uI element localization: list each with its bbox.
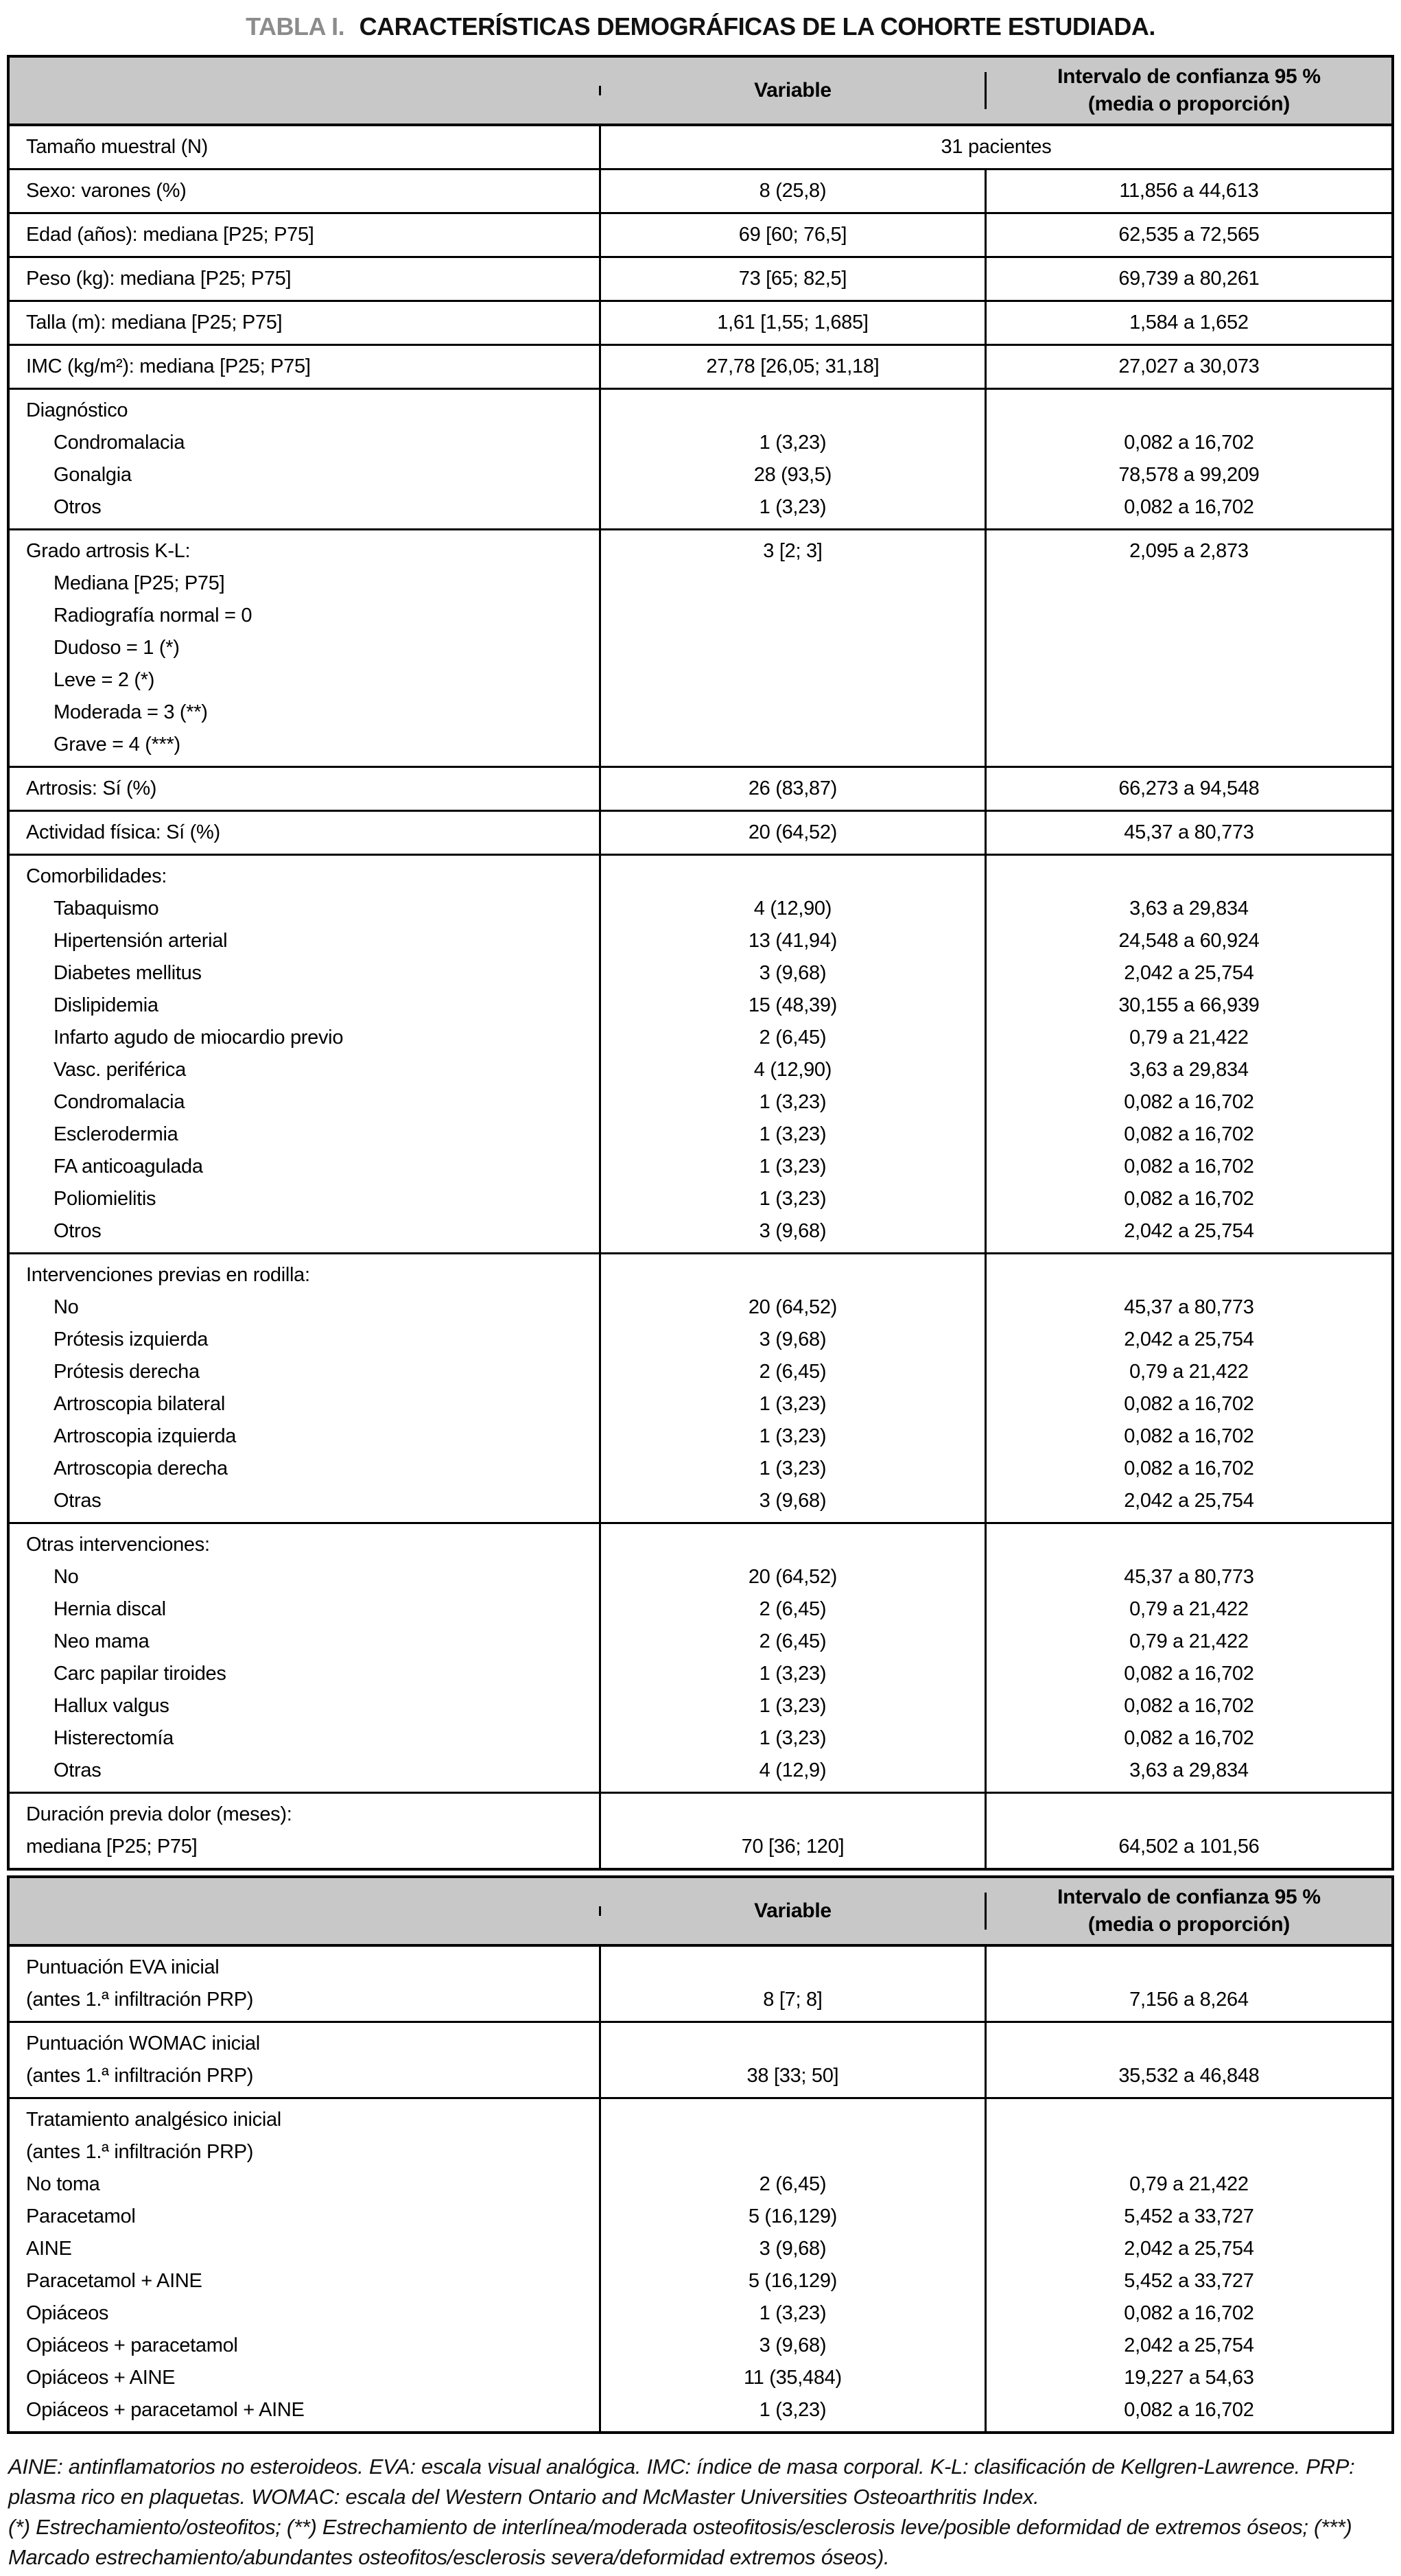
ci-value: 69,739 a 80,261 [1118, 268, 1260, 290]
variable-value: 1 (3,23) [759, 432, 827, 454]
row-label-cell [10, 258, 601, 300]
footnotes [8, 2452, 1393, 2573]
row-label-cell [10, 390, 601, 528]
row-ci-cell [987, 1524, 1391, 1792]
variable-value: 28 (93,5) [753, 464, 832, 486]
variable-value: 3 (9,68) [759, 1490, 827, 1512]
ci-value: 0,79 a 21,422 [1129, 1598, 1249, 1620]
ci-value: 78,578 a 99,209 [1118, 464, 1260, 486]
label-line: Carc papilar tiroides [54, 1663, 226, 1685]
label-line: Dudoso = 1 (*) [54, 637, 180, 659]
table-row [10, 256, 1391, 300]
label-line: Paracetamol [26, 2205, 136, 2227]
label-line: Puntuación WOMAC inicial [26, 2033, 260, 2054]
table-row [10, 168, 1391, 212]
label-line: Mediana [P25; P75] [54, 572, 225, 594]
label-line: AINE [26, 2238, 72, 2260]
table-part-2 [7, 1875, 1394, 2434]
ci-value [987, 395, 1391, 427]
header-variable-cell [601, 72, 987, 109]
row-variable-cell [601, 390, 987, 528]
label-line: Artroscopia derecha [54, 1457, 228, 1479]
variable-value: 4 (12,90) [753, 898, 832, 920]
row-label-cell [10, 346, 601, 388]
label-line: Comorbilidades: [26, 865, 167, 887]
label-line: (antes 1.ª infiltración PRP) [26, 2141, 254, 2163]
page [0, 12, 1401, 2573]
variable-value: 15 (48,39) [748, 994, 838, 1016]
ci-value: 0,082 a 16,702 [1124, 1663, 1254, 1685]
label-line: (antes 1.ª infiltración PRP) [26, 2065, 254, 2087]
variable-value: 1 (3,23) [759, 1695, 827, 1717]
variable-value: 38 [33; 50] [746, 2065, 839, 2087]
header-ci-cell [987, 1879, 1391, 1943]
header-ci-line1: Intervalo de confianza 95 % [1057, 65, 1321, 88]
header-empty-cell [10, 86, 601, 95]
row-label-cell [10, 1947, 601, 2021]
row-label-cell [10, 1254, 601, 1522]
variable-value: 1 (3,23) [759, 1156, 827, 1178]
label-line: Opiáceos + AINE [26, 2367, 176, 2389]
variable-value [601, 860, 985, 893]
variable-value: 70 [36; 120] [741, 1836, 845, 1858]
row-variable-cell [601, 1524, 987, 1792]
variable-value: 3 (9,68) [759, 1220, 827, 1242]
variable-value: 1 (3,23) [759, 1091, 827, 1113]
table-row [10, 212, 1391, 256]
ci-value: 5,452 a 33,727 [1124, 2270, 1254, 2292]
row-variable-cell [601, 2023, 987, 2097]
row-variable-cell [601, 1947, 987, 2021]
table-title-label: TABLA I. [246, 12, 345, 40]
variable-value: 5 (16,129) [748, 2205, 838, 2227]
ci-value: 3,63 a 29,834 [1129, 898, 1249, 920]
variable-value: 2 (6,45) [759, 1630, 827, 1652]
label-line: No toma [26, 2173, 100, 2195]
label-line: Dislipidemia [54, 994, 158, 1016]
table-part-1 [7, 55, 1394, 1871]
ci-value: 0,082 a 16,702 [1124, 432, 1254, 454]
table-title [7, 12, 1394, 41]
variable-value: 1 (3,23) [759, 1123, 827, 1145]
ci-value: 0,082 a 16,702 [1124, 1727, 1254, 1749]
ci-value: 45,37 a 80,773 [1124, 1296, 1254, 1318]
variable-value: 4 (12,90) [753, 1059, 832, 1081]
variable-value: 8 (25,8) [759, 180, 827, 202]
label-line: Poliomielitis [54, 1188, 156, 1210]
label-line: Peso (kg): mediana [P25; P75] [26, 268, 292, 290]
variable-value: 2 (6,45) [759, 2173, 827, 2195]
variable-value [601, 2028, 985, 2060]
variable-value: 3 (9,68) [759, 1328, 827, 1350]
label-line: Tamaño muestral (N) [26, 136, 209, 158]
variable-value: 2 (6,45) [759, 1027, 827, 1049]
ci-value [987, 729, 1391, 761]
row-ci-cell [987, 2023, 1391, 2097]
label-line: Condromalacia [54, 1091, 185, 1113]
label-line: Hallux valgus [54, 1695, 169, 1717]
variable-value [601, 1259, 985, 1291]
variable-value: 1 (3,23) [759, 496, 827, 518]
label-line: Otros [54, 1220, 102, 1242]
row-variable-cell [601, 1254, 987, 1522]
ci-value: 3,63 a 29,834 [1129, 1059, 1249, 1081]
variable-value: 13 (41,94) [748, 930, 838, 952]
row-variable-cell [601, 214, 987, 256]
header-empty-cell [10, 1906, 601, 1916]
footnote-grades: (*) Estrechamiento/osteofitos; (**) Estrechamiento de interlínea/moderada osteofitosis/esclerosis leve/posible deformidad de extremos óseos; (***) Marcado estrechamiento/abundantes osteofitos/esclerosis severa/deformidad extremos óseos). [8, 2515, 1352, 2569]
ci-value: 7,156 a 8,264 [1129, 1989, 1249, 2011]
label-line: Artroscopia bilateral [54, 1393, 225, 1415]
variable-value: 3 (9,68) [759, 2334, 827, 2356]
ci-value [987, 632, 1391, 664]
row-label-cell [10, 214, 601, 256]
row-label-cell [10, 812, 601, 854]
table-body [10, 126, 1391, 1868]
ci-value: 0,79 a 21,422 [1129, 2173, 1249, 2195]
variable-value [601, 2136, 985, 2168]
variable-value: 5 (16,129) [748, 2270, 838, 2292]
header-ci-line2: (media o proporción) [1087, 93, 1290, 115]
ci-value: 0,082 a 16,702 [1124, 496, 1254, 518]
row-variable-cell [601, 812, 987, 854]
header-variable-cell [601, 1893, 987, 1930]
ci-value: 30,155 a 66,939 [1118, 994, 1260, 1016]
table-row [10, 2097, 1391, 2431]
row-ci-cell [987, 258, 1391, 300]
ci-value: 2,042 a 25,754 [1124, 1220, 1254, 1242]
ci-value: 0,082 a 16,702 [1124, 1188, 1254, 1210]
label-line: Gonalgia [54, 464, 132, 486]
row-label-cell [10, 302, 601, 344]
footnote-abbreviations: AINE: antinflamatorios no esteroideos. EVA: escala visual analógica. IMC: índice de masa corporal. K-L: clasificación de Kellgren-Lawrence. PRP: plasma rico en plaquetas. WOMAC: escala del Western Ontario and McMaster Universities Osteoarthritis Index. [8, 2455, 1355, 2509]
table-row [10, 1947, 1391, 2021]
row-label-cell [10, 1794, 601, 1868]
row-ci-cell [987, 856, 1391, 1252]
ci-value [987, 1259, 1391, 1291]
row-label-cell [10, 768, 601, 810]
ci-value [987, 664, 1391, 696]
row-ci-cell [987, 390, 1391, 528]
variable-value: 3 [2; 3] [763, 540, 823, 562]
variable-value: 1 (3,23) [759, 1188, 827, 1210]
row-ci-cell [987, 214, 1391, 256]
table-row [10, 300, 1391, 344]
row-ci-cell [987, 1254, 1391, 1522]
variable-value [601, 1799, 985, 1831]
row-ci-cell [987, 2099, 1391, 2431]
variable-value [601, 395, 985, 427]
variable-value: 73 [65; 82,5] [738, 268, 847, 290]
variable-value [601, 1952, 985, 1984]
variable-value [601, 600, 985, 632]
table-row [10, 766, 1391, 810]
variable-value: 69 [60; 76,5] [738, 224, 847, 246]
label-line: Paracetamol + AINE [26, 2270, 202, 2292]
row-ci-cell [987, 812, 1391, 854]
header-row [10, 58, 1391, 126]
header-variable-label: Variable [754, 1899, 832, 1922]
ci-value: 66,273 a 94,548 [1118, 777, 1260, 799]
label-line: Hipertensión arterial [54, 930, 228, 952]
ci-value [987, 860, 1391, 893]
ci-value: 2,042 a 25,754 [1124, 2334, 1254, 2356]
header-variable-label: Variable [754, 79, 832, 102]
variable-value: 11 (35,484) [743, 2367, 842, 2389]
table-title-text: CARACTERÍSTICAS DEMOGRÁFICAS DE LA COHORTE ESTUDIADA. [359, 12, 1155, 40]
ci-value: 64,502 a 101,56 [1118, 1836, 1260, 1858]
label-line: Hernia discal [54, 1598, 166, 1620]
label-line: Duración previa dolor (meses): [26, 1803, 292, 1825]
ci-value: 0,082 a 16,702 [1124, 2399, 1254, 2421]
variable-value [601, 567, 985, 600]
ci-value: 45,37 a 80,773 [1124, 821, 1254, 843]
header-ci-line1: Intervalo de confianza 95 % [1057, 1886, 1321, 1908]
ci-value: 3,63 a 29,834 [1129, 1759, 1249, 1781]
row-label-cell [10, 1524, 601, 1792]
ci-value: 0,082 a 16,702 [1124, 1425, 1254, 1447]
row-variable-cell [601, 1794, 987, 1868]
ci-value: 2,042 a 25,754 [1124, 1490, 1254, 1512]
header-ci-line2: (media o proporción) [1087, 1913, 1290, 1936]
row-variable-cell [601, 530, 987, 766]
row-ci-cell [987, 1947, 1391, 2021]
row-ci-cell [987, 530, 1391, 766]
variable-value: 26 (83,87) [748, 777, 838, 799]
variable-value: 20 (64,52) [748, 1296, 838, 1318]
variable-value: 8 [7; 8] [763, 1989, 823, 2011]
ci-value: 0,082 a 16,702 [1124, 1156, 1254, 1178]
label-line: Otras [54, 1490, 102, 1512]
row-ci-cell [987, 170, 1391, 212]
label-line: Esclerodermia [54, 1123, 178, 1145]
label-line: Grado artrosis K-L: [26, 540, 191, 562]
row-label-cell [10, 856, 601, 1252]
ci-value [987, 1952, 1391, 1984]
row-variable-cell [601, 170, 987, 212]
variable-value: 1 (3,23) [759, 2302, 827, 2324]
ci-value: 19,227 a 54,63 [1124, 2367, 1254, 2389]
variable-value: 1 (3,23) [759, 1393, 827, 1415]
table-row [10, 810, 1391, 854]
variable-value: 3 (9,68) [759, 2238, 827, 2260]
ci-value: 45,37 a 80,773 [1124, 1566, 1254, 1588]
ci-value [987, 1529, 1391, 1561]
ci-value: 0,082 a 16,702 [1124, 1091, 1254, 1113]
ci-value [987, 567, 1391, 600]
row-variable-cell [601, 258, 987, 300]
row-variable-cell [601, 768, 987, 810]
label-line: Vasc. periférica [54, 1059, 186, 1081]
ci-value [987, 2104, 1391, 2136]
table-row [10, 1522, 1391, 1792]
variable-value: 3 (9,68) [759, 962, 827, 984]
label-line: Intervenciones previas en rodilla: [26, 1264, 310, 1286]
ci-value: 62,535 a 72,565 [1118, 224, 1260, 246]
label-line: Grave = 4 (***) [54, 734, 180, 756]
ci-value: 0,79 a 21,422 [1129, 1027, 1249, 1049]
row-variable-cell [601, 346, 987, 388]
label-line: Puntuación EVA inicial [26, 1956, 220, 1978]
label-line: Infarto agudo de miocardio previo [54, 1027, 344, 1049]
variable-value: 2 (6,45) [759, 1361, 827, 1383]
label-line: No [54, 1296, 79, 1318]
label-line: Opiáceos + paracetamol + AINE [26, 2399, 305, 2421]
row-ci-cell [987, 768, 1391, 810]
ci-value [987, 1799, 1391, 1831]
ci-value: 2,042 a 25,754 [1124, 962, 1254, 984]
ci-value [987, 2136, 1391, 2168]
row-label-cell [10, 170, 601, 212]
variable-value: 20 (64,52) [748, 821, 838, 843]
ci-value [987, 2028, 1391, 2060]
ci-value: 2,095 a 2,873 [1129, 540, 1249, 562]
span-value: 31 pacientes [941, 136, 1052, 158]
table-row [10, 854, 1391, 1252]
label-line: Leve = 2 (*) [54, 669, 155, 691]
label-line: Tabaquismo [54, 898, 159, 920]
label-line: Otras [54, 1759, 102, 1781]
variable-value: 27,78 [26,05; 31,18] [706, 355, 880, 377]
ci-value: 0,79 a 21,422 [1129, 1361, 1249, 1383]
label-line: Otras intervenciones: [26, 1534, 210, 1556]
label-line: Talla (m): mediana [P25; P75] [26, 312, 283, 333]
ci-value: 0,082 a 16,702 [1124, 1457, 1254, 1479]
ci-value: 1,584 a 1,652 [1129, 312, 1249, 333]
label-line: (antes 1.ª infiltración PRP) [26, 1989, 254, 2011]
ci-value: 0,79 a 21,422 [1129, 1630, 1249, 1652]
label-line: Moderada = 3 (**) [54, 701, 208, 723]
label-line: Diagnóstico [26, 399, 128, 421]
label-line: Radiografía normal = 0 [54, 605, 252, 627]
label-line: Actividad física: Sí (%) [26, 821, 220, 843]
ci-value: 0,082 a 16,702 [1124, 1123, 1254, 1145]
label-line: Sexo: varones (%) [26, 180, 187, 202]
row-ci-cell [987, 346, 1391, 388]
label-line: Diabetes mellitus [54, 962, 202, 984]
variable-value [601, 1529, 985, 1561]
variable-value [601, 2104, 985, 2136]
variable-value [601, 664, 985, 696]
label-line: Histerectomía [54, 1727, 174, 1749]
ci-value [987, 600, 1391, 632]
ci-value: 11,856 a 44,613 [1119, 180, 1259, 202]
variable-value [601, 696, 985, 729]
label-line: Otros [54, 496, 102, 518]
ci-value: 0,082 a 16,702 [1124, 2302, 1254, 2324]
ci-value: 0,082 a 16,702 [1124, 1695, 1254, 1717]
label-line: IMC (kg/m²): mediana [P25; P75] [26, 355, 311, 377]
ci-value: 27,027 a 30,073 [1118, 355, 1260, 377]
table-row [10, 126, 1391, 168]
variable-value: 4 (12,9) [759, 1759, 827, 1781]
label-line: Prótesis derecha [54, 1361, 200, 1383]
header-ci-cell [987, 58, 1391, 123]
row-variable-cell [601, 2099, 987, 2431]
label-line: Artroscopia izquierda [54, 1425, 237, 1447]
variable-value: 1,61 [1,55; 1,685] [717, 312, 869, 333]
ci-value: 5,452 a 33,727 [1124, 2205, 1254, 2227]
header-row [10, 1878, 1391, 1947]
table-row [10, 1252, 1391, 1522]
label-line: Condromalacia [54, 432, 185, 454]
label-line: Tratamiento analgésico inicial [26, 2109, 281, 2131]
label-line: Opiáceos [26, 2302, 109, 2324]
row-ci-cell [987, 302, 1391, 344]
variable-value: 1 (3,23) [759, 1663, 827, 1685]
table-row [10, 528, 1391, 766]
variable-value [601, 729, 985, 761]
variable-value: 2 (6,45) [759, 1598, 827, 1620]
row-label-cell [10, 530, 601, 766]
label-line: Neo mama [54, 1630, 150, 1652]
row-variable-cell [601, 302, 987, 344]
label-line: FA anticoagulada [54, 1156, 203, 1178]
variable-value: 1 (3,23) [759, 1727, 827, 1749]
ci-value: 2,042 a 25,754 [1124, 2238, 1254, 2260]
table-row [10, 1792, 1391, 1868]
label-line: mediana [P25; P75] [26, 1836, 198, 1858]
ci-value: 35,532 a 46,848 [1118, 2065, 1260, 2087]
ci-value [987, 696, 1391, 729]
ci-value: 0,082 a 16,702 [1124, 1393, 1254, 1415]
variable-value: 1 (3,23) [759, 2399, 827, 2421]
variable-value [601, 632, 985, 664]
table-body [10, 1947, 1391, 2431]
label-line: Prótesis izquierda [54, 1328, 209, 1350]
row-label-cell [10, 2023, 601, 2097]
variable-value: 20 (64,52) [748, 1566, 838, 1588]
table-row [10, 344, 1391, 388]
label-line: Opiáceos + paracetamol [26, 2334, 238, 2356]
row-label-cell [10, 2099, 601, 2431]
variable-value: 1 (3,23) [759, 1425, 827, 1447]
ci-value: 2,042 a 25,754 [1124, 1328, 1254, 1350]
row-label-cell [10, 126, 601, 168]
table-row [10, 2021, 1391, 2097]
ci-value: 24,548 a 60,924 [1118, 930, 1260, 952]
label-line: No [54, 1566, 79, 1588]
row-ci-cell [987, 1794, 1391, 1868]
row-span-value-cell [601, 126, 1391, 168]
variable-value: 1 (3,23) [759, 1457, 827, 1479]
row-variable-cell [601, 856, 987, 1252]
table-row [10, 388, 1391, 528]
label-line: Artrosis: Sí (%) [26, 777, 157, 799]
label-line: Edad (años): mediana [P25; P75] [26, 224, 314, 246]
